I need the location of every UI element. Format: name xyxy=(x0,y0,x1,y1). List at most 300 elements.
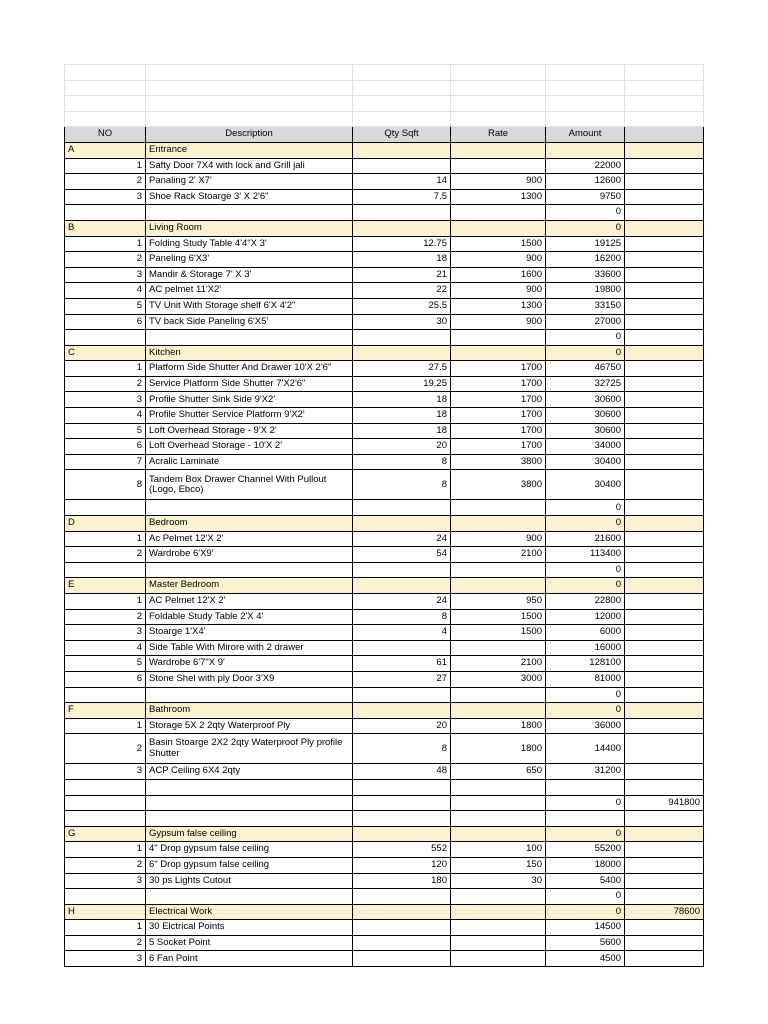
total-cell[interactable] xyxy=(625,779,704,795)
qty-cell[interactable] xyxy=(353,142,451,158)
description-cell[interactable]: Paneling 6'X3' xyxy=(146,252,353,268)
description-cell[interactable]: Master Bedroom xyxy=(146,578,353,594)
empty-cell[interactable] xyxy=(353,80,451,96)
total-cell[interactable] xyxy=(625,656,704,672)
rate-cell[interactable]: 1300 xyxy=(451,298,546,314)
description-cell[interactable]: Loft Overhead Storage - 9'X 2' xyxy=(146,423,353,439)
description-cell[interactable]: Entrance xyxy=(146,142,353,158)
column-header[interactable]: NO xyxy=(65,127,146,143)
total-cell[interactable] xyxy=(625,718,704,734)
description-cell[interactable]: 30 ps Lights Cutout xyxy=(146,873,353,889)
rate-cell[interactable]: 1700 xyxy=(451,361,546,377)
qty-cell[interactable]: 8 xyxy=(353,454,451,470)
amount-cell[interactable]: 5600 xyxy=(546,935,625,951)
amount-cell[interactable]: 19125 xyxy=(546,236,625,252)
amount-cell[interactable]: 27000 xyxy=(546,314,625,330)
rate-cell[interactable] xyxy=(451,562,546,578)
amount-cell[interactable]: 21600 xyxy=(546,531,625,547)
empty-cell[interactable] xyxy=(625,80,704,96)
rate-cell[interactable] xyxy=(451,920,546,936)
empty-cell[interactable] xyxy=(65,80,146,96)
amount-cell[interactable]: 113400 xyxy=(546,547,625,563)
total-cell[interactable] xyxy=(625,454,704,470)
amount-cell[interactable]: 30600 xyxy=(546,392,625,408)
amount-cell[interactable]: 0 xyxy=(546,516,625,532)
no-cell[interactable]: 2 xyxy=(65,252,146,268)
qty-cell[interactable]: 18 xyxy=(353,392,451,408)
description-cell[interactable]: Safty Door 7X4 with lock and Grill jali xyxy=(146,158,353,174)
description-cell[interactable]: Service Platform Side Shutter 7'X2'6" xyxy=(146,376,353,392)
rate-cell[interactable]: 2100 xyxy=(451,547,546,563)
qty-cell[interactable] xyxy=(353,516,451,532)
total-cell[interactable] xyxy=(625,189,704,205)
no-cell[interactable]: 6 xyxy=(65,314,146,330)
no-cell[interactable] xyxy=(65,500,146,516)
no-cell[interactable]: 6 xyxy=(65,439,146,455)
total-cell[interactable] xyxy=(625,842,704,858)
description-cell[interactable]: Side Table With Mirore with 2 drawer xyxy=(146,640,353,656)
amount-cell[interactable]: 81000 xyxy=(546,671,625,687)
total-cell[interactable] xyxy=(625,330,704,346)
no-cell[interactable]: A xyxy=(65,142,146,158)
total-cell[interactable] xyxy=(625,594,704,610)
description-cell[interactable]: Bathroom xyxy=(146,703,353,719)
description-cell[interactable]: Ac Pelmet 12'X 2' xyxy=(146,531,353,547)
description-cell[interactable] xyxy=(146,779,353,795)
no-cell[interactable]: 4 xyxy=(65,640,146,656)
amount-cell[interactable]: 0 xyxy=(546,703,625,719)
no-cell[interactable]: 3 xyxy=(65,873,146,889)
qty-cell[interactable] xyxy=(353,703,451,719)
amount-cell[interactable]: 0 xyxy=(546,500,625,516)
amount-cell[interactable]: 12600 xyxy=(546,174,625,190)
empty-cell[interactable] xyxy=(546,111,625,127)
qty-cell[interactable] xyxy=(353,826,451,842)
rate-cell[interactable]: 3000 xyxy=(451,671,546,687)
amount-cell[interactable]: 0 xyxy=(546,889,625,905)
description-cell[interactable]: ACP Ceiling 6X4 2qty xyxy=(146,764,353,780)
description-cell[interactable] xyxy=(146,687,353,703)
rate-cell[interactable]: 3800 xyxy=(451,470,546,500)
total-cell[interactable] xyxy=(625,920,704,936)
qty-cell[interactable] xyxy=(353,640,451,656)
total-cell[interactable] xyxy=(625,392,704,408)
total-cell[interactable] xyxy=(625,826,704,842)
qty-cell[interactable]: 552 xyxy=(353,842,451,858)
amount-cell[interactable]: 16200 xyxy=(546,252,625,268)
no-cell[interactable] xyxy=(65,889,146,905)
rate-cell[interactable] xyxy=(451,951,546,967)
column-header[interactable] xyxy=(625,127,704,143)
total-cell[interactable] xyxy=(625,500,704,516)
qty-cell[interactable]: 30 xyxy=(353,314,451,330)
qty-cell[interactable]: 4 xyxy=(353,625,451,641)
amount-cell[interactable]: 14400 xyxy=(546,734,625,764)
no-cell[interactable]: 6 xyxy=(65,671,146,687)
rate-cell[interactable] xyxy=(451,205,546,221)
qty-cell[interactable]: 8 xyxy=(353,734,451,764)
description-cell[interactable]: AC Pelmet 12'X 2' xyxy=(146,594,353,610)
no-cell[interactable]: 7 xyxy=(65,454,146,470)
amount-cell[interactable]: 6000 xyxy=(546,625,625,641)
description-cell[interactable]: Foldable Study Table 2'X 4' xyxy=(146,609,353,625)
qty-cell[interactable]: 27 xyxy=(353,671,451,687)
qty-cell[interactable]: 54 xyxy=(353,547,451,563)
empty-cell[interactable] xyxy=(546,80,625,96)
total-cell[interactable] xyxy=(625,935,704,951)
empty-cell[interactable] xyxy=(65,96,146,112)
total-cell[interactable] xyxy=(625,609,704,625)
amount-cell[interactable]: 9750 xyxy=(546,189,625,205)
total-cell[interactable] xyxy=(625,873,704,889)
no-cell[interactable]: 1 xyxy=(65,361,146,377)
empty-cell[interactable] xyxy=(625,65,704,81)
empty-cell[interactable] xyxy=(65,111,146,127)
total-cell[interactable] xyxy=(625,345,704,361)
no-cell[interactable]: 1 xyxy=(65,236,146,252)
no-cell[interactable]: 3 xyxy=(65,267,146,283)
empty-cell[interactable] xyxy=(546,96,625,112)
empty-cell[interactable] xyxy=(146,96,353,112)
total-cell[interactable] xyxy=(625,439,704,455)
amount-cell[interactable]: 36000 xyxy=(546,718,625,734)
total-cell[interactable] xyxy=(625,671,704,687)
rate-cell[interactable]: 150 xyxy=(451,857,546,873)
no-cell[interactable]: 2 xyxy=(65,547,146,563)
rate-cell[interactable]: 1500 xyxy=(451,609,546,625)
amount-cell[interactable]: 34000 xyxy=(546,439,625,455)
amount-cell[interactable]: 0 xyxy=(546,826,625,842)
amount-cell[interactable]: 0 xyxy=(546,578,625,594)
empty-cell[interactable] xyxy=(625,111,704,127)
amount-cell[interactable]: 22800 xyxy=(546,594,625,610)
no-cell[interactable]: 3 xyxy=(65,764,146,780)
qty-cell[interactable] xyxy=(353,687,451,703)
rate-cell[interactable] xyxy=(451,779,546,795)
amount-cell[interactable]: 46750 xyxy=(546,361,625,377)
qty-cell[interactable]: 21 xyxy=(353,267,451,283)
no-cell[interactable] xyxy=(65,562,146,578)
qty-cell[interactable]: 18 xyxy=(353,423,451,439)
description-cell[interactable]: Loft Overhead Storage - 10'X 2' xyxy=(146,439,353,455)
no-cell[interactable]: E xyxy=(65,578,146,594)
no-cell[interactable]: 1 xyxy=(65,718,146,734)
qty-cell[interactable]: 12.75 xyxy=(353,236,451,252)
rate-cell[interactable]: 1800 xyxy=(451,718,546,734)
total-cell[interactable] xyxy=(625,531,704,547)
no-cell[interactable]: 1 xyxy=(65,594,146,610)
empty-cell[interactable] xyxy=(451,111,546,127)
description-cell[interactable]: 4" Drop gypsum false ceiling xyxy=(146,842,353,858)
rate-cell[interactable] xyxy=(451,703,546,719)
qty-cell[interactable] xyxy=(353,205,451,221)
no-cell[interactable]: 2 xyxy=(65,609,146,625)
total-cell[interactable] xyxy=(625,220,704,236)
no-cell[interactable]: G xyxy=(65,826,146,842)
amount-cell[interactable]: 4500 xyxy=(546,951,625,967)
amount-cell[interactable]: 0 xyxy=(546,795,625,811)
qty-cell[interactable] xyxy=(353,795,451,811)
amount-cell[interactable]: 0 xyxy=(546,687,625,703)
amount-cell[interactable]: 30400 xyxy=(546,454,625,470)
column-header[interactable]: Rate xyxy=(451,127,546,143)
amount-cell[interactable]: 33150 xyxy=(546,298,625,314)
rate-cell[interactable] xyxy=(451,904,546,920)
rate-cell[interactable]: 900 xyxy=(451,283,546,299)
empty-cell[interactable] xyxy=(65,65,146,81)
amount-cell[interactable]: 128100 xyxy=(546,656,625,672)
total-cell[interactable] xyxy=(625,298,704,314)
total-cell[interactable] xyxy=(625,734,704,764)
total-cell[interactable] xyxy=(625,764,704,780)
amount-cell[interactable]: 16000 xyxy=(546,640,625,656)
rate-cell[interactable]: 2100 xyxy=(451,656,546,672)
no-cell[interactable]: 2 xyxy=(65,376,146,392)
empty-cell[interactable] xyxy=(451,80,546,96)
no-cell[interactable]: 1 xyxy=(65,842,146,858)
no-cell[interactable]: 3 xyxy=(65,625,146,641)
empty-cell[interactable] xyxy=(546,65,625,81)
rate-cell[interactable] xyxy=(451,330,546,346)
qty-cell[interactable] xyxy=(353,889,451,905)
rate-cell[interactable] xyxy=(451,687,546,703)
column-header[interactable]: Description xyxy=(146,127,353,143)
no-cell[interactable]: 3 xyxy=(65,189,146,205)
no-cell[interactable]: 3 xyxy=(65,392,146,408)
amount-cell[interactable]: 22000 xyxy=(546,158,625,174)
empty-cell[interactable] xyxy=(451,96,546,112)
total-cell[interactable] xyxy=(625,158,704,174)
qty-cell[interactable] xyxy=(353,779,451,795)
description-cell[interactable]: Wardrobe 6'7"X 9' xyxy=(146,656,353,672)
total-cell[interactable] xyxy=(625,283,704,299)
rate-cell[interactable] xyxy=(451,142,546,158)
qty-cell[interactable]: 20 xyxy=(353,439,451,455)
amount-cell[interactable] xyxy=(546,142,625,158)
rate-cell[interactable]: 900 xyxy=(451,531,546,547)
no-cell[interactable]: 4 xyxy=(65,283,146,299)
amount-cell[interactable]: 12000 xyxy=(546,609,625,625)
qty-cell[interactable]: 24 xyxy=(353,594,451,610)
qty-cell[interactable] xyxy=(353,158,451,174)
no-cell[interactable]: 1 xyxy=(65,531,146,547)
rate-cell[interactable] xyxy=(451,516,546,532)
description-cell[interactable]: Profile Shutter Service Platform 9'X2' xyxy=(146,408,353,424)
qty-cell[interactable]: 7.5 xyxy=(353,189,451,205)
description-cell[interactable]: Basin Stoarge 2X2 2qty Waterproof Ply profile Shutter xyxy=(146,734,353,764)
total-cell[interactable] xyxy=(625,361,704,377)
description-cell[interactable] xyxy=(146,562,353,578)
rate-cell[interactable]: 1700 xyxy=(451,423,546,439)
rate-cell[interactable]: 650 xyxy=(451,764,546,780)
description-cell[interactable]: TV Unit With Storage shelf 6'X 4'2" xyxy=(146,298,353,314)
qty-cell[interactable]: 27.5 xyxy=(353,361,451,377)
no-cell[interactable] xyxy=(65,779,146,795)
total-cell[interactable] xyxy=(625,205,704,221)
description-cell[interactable]: Stone Shel with ply Door 3'X9 xyxy=(146,671,353,687)
empty-cell[interactable] xyxy=(146,65,353,81)
description-cell[interactable] xyxy=(146,205,353,221)
empty-cell[interactable] xyxy=(353,65,451,81)
description-cell[interactable] xyxy=(146,330,353,346)
empty-cell[interactable] xyxy=(146,80,353,96)
no-cell[interactable]: F xyxy=(65,703,146,719)
description-cell[interactable]: Panaling 2' X7' xyxy=(146,174,353,190)
amount-cell[interactable] xyxy=(546,779,625,795)
rate-cell[interactable]: 1700 xyxy=(451,392,546,408)
no-cell[interactable] xyxy=(65,795,146,811)
description-cell[interactable] xyxy=(146,795,353,811)
description-cell[interactable] xyxy=(146,889,353,905)
no-cell[interactable]: 2 xyxy=(65,857,146,873)
description-cell[interactable]: Mandir & Storage 7' X 3' xyxy=(146,267,353,283)
no-cell[interactable]: 5 xyxy=(65,656,146,672)
no-cell[interactable] xyxy=(65,811,146,827)
rate-cell[interactable] xyxy=(451,889,546,905)
description-cell[interactable]: AC pelmet 11'X2' xyxy=(146,283,353,299)
description-cell[interactable]: Storage 5X 2 2qty Waterproof Ply xyxy=(146,718,353,734)
amount-cell[interactable]: 18000 xyxy=(546,857,625,873)
no-cell[interactable] xyxy=(65,205,146,221)
amount-cell[interactable]: 30600 xyxy=(546,423,625,439)
description-cell[interactable]: 5 Socket Point xyxy=(146,935,353,951)
description-cell[interactable]: Kitchen xyxy=(146,345,353,361)
rate-cell[interactable] xyxy=(451,578,546,594)
qty-cell[interactable]: 14 xyxy=(353,174,451,190)
total-cell[interactable] xyxy=(625,578,704,594)
rate-cell[interactable]: 1600 xyxy=(451,267,546,283)
amount-cell[interactable]: 0 xyxy=(546,562,625,578)
description-cell[interactable]: Electrical Work xyxy=(146,904,353,920)
amount-cell[interactable]: 0 xyxy=(546,904,625,920)
amount-cell[interactable]: 30600 xyxy=(546,408,625,424)
qty-cell[interactable]: 22 xyxy=(353,283,451,299)
qty-cell[interactable]: 61 xyxy=(353,656,451,672)
total-cell[interactable] xyxy=(625,640,704,656)
rate-cell[interactable]: 1500 xyxy=(451,236,546,252)
no-cell[interactable]: 4 xyxy=(65,408,146,424)
rate-cell[interactable]: 1800 xyxy=(451,734,546,764)
rate-cell[interactable]: 1700 xyxy=(451,408,546,424)
qty-cell[interactable]: 8 xyxy=(353,470,451,500)
qty-cell[interactable]: 120 xyxy=(353,857,451,873)
total-cell[interactable] xyxy=(625,687,704,703)
total-cell[interactable] xyxy=(625,470,704,500)
description-cell[interactable]: 30 Elctrical Points xyxy=(146,920,353,936)
total-cell[interactable] xyxy=(625,267,704,283)
total-cell[interactable]: 78600 xyxy=(625,904,704,920)
rate-cell[interactable] xyxy=(451,935,546,951)
qty-cell[interactable]: 20 xyxy=(353,718,451,734)
description-cell[interactable]: Tandem Box Drawer Channel With Pullout (Logo, Ebco) xyxy=(146,470,353,500)
qty-cell[interactable]: 48 xyxy=(353,764,451,780)
qty-cell[interactable] xyxy=(353,904,451,920)
qty-cell[interactable] xyxy=(353,811,451,827)
total-cell[interactable] xyxy=(625,951,704,967)
description-cell[interactable] xyxy=(146,500,353,516)
description-cell[interactable]: Living Room xyxy=(146,220,353,236)
total-cell[interactable]: 941800 xyxy=(625,795,704,811)
column-header[interactable]: Amount xyxy=(546,127,625,143)
total-cell[interactable] xyxy=(625,314,704,330)
amount-cell[interactable]: 0 xyxy=(546,220,625,236)
amount-cell[interactable]: 31200 xyxy=(546,764,625,780)
rate-cell[interactable]: 900 xyxy=(451,314,546,330)
total-cell[interactable] xyxy=(625,889,704,905)
rate-cell[interactable]: 900 xyxy=(451,174,546,190)
qty-cell[interactable] xyxy=(353,920,451,936)
empty-cell[interactable] xyxy=(353,96,451,112)
total-cell[interactable] xyxy=(625,142,704,158)
description-cell[interactable]: Acralic Laminate xyxy=(146,454,353,470)
no-cell[interactable]: 1 xyxy=(65,158,146,174)
rate-cell[interactable] xyxy=(451,220,546,236)
total-cell[interactable] xyxy=(625,811,704,827)
qty-cell[interactable] xyxy=(353,562,451,578)
amount-cell[interactable]: 14500 xyxy=(546,920,625,936)
description-cell[interactable]: 6" Drop gypsum false ceiling xyxy=(146,857,353,873)
total-cell[interactable] xyxy=(625,252,704,268)
qty-cell[interactable] xyxy=(353,935,451,951)
no-cell[interactable] xyxy=(65,330,146,346)
description-cell[interactable]: Platform Side Shutter And Drawer 10'X 2'6" xyxy=(146,361,353,377)
amount-cell[interactable]: 0 xyxy=(546,345,625,361)
rate-cell[interactable]: 100 xyxy=(451,842,546,858)
description-cell[interactable] xyxy=(146,811,353,827)
no-cell[interactable]: B xyxy=(65,220,146,236)
amount-cell[interactable]: 19800 xyxy=(546,283,625,299)
qty-cell[interactable]: 25.5 xyxy=(353,298,451,314)
empty-cell[interactable] xyxy=(146,111,353,127)
total-cell[interactable] xyxy=(625,423,704,439)
qty-cell[interactable]: 18 xyxy=(353,252,451,268)
empty-cell[interactable] xyxy=(625,96,704,112)
no-cell[interactable]: 2 xyxy=(65,734,146,764)
qty-cell[interactable]: 180 xyxy=(353,873,451,889)
column-header[interactable]: Qty Sqft xyxy=(353,127,451,143)
description-cell[interactable]: Folding Study Table 4'4"X 3' xyxy=(146,236,353,252)
rate-cell[interactable] xyxy=(451,345,546,361)
total-cell[interactable] xyxy=(625,174,704,190)
description-cell[interactable]: Bedroom xyxy=(146,516,353,532)
no-cell[interactable]: 5 xyxy=(65,423,146,439)
total-cell[interactable] xyxy=(625,857,704,873)
rate-cell[interactable] xyxy=(451,811,546,827)
rate-cell[interactable]: 1300 xyxy=(451,189,546,205)
total-cell[interactable] xyxy=(625,547,704,563)
empty-cell[interactable] xyxy=(353,111,451,127)
description-cell[interactable]: Gypsum false ceiling xyxy=(146,826,353,842)
no-cell[interactable] xyxy=(65,687,146,703)
empty-cell[interactable] xyxy=(451,65,546,81)
rate-cell[interactable]: 1700 xyxy=(451,376,546,392)
qty-cell[interactable]: 8 xyxy=(353,609,451,625)
description-cell[interactable]: Profile Shutter Sink Side 9'X2' xyxy=(146,392,353,408)
rate-cell[interactable]: 1500 xyxy=(451,625,546,641)
rate-cell[interactable]: 30 xyxy=(451,873,546,889)
total-cell[interactable] xyxy=(625,703,704,719)
no-cell[interactable]: 3 xyxy=(65,951,146,967)
qty-cell[interactable] xyxy=(353,345,451,361)
amount-cell[interactable]: 0 xyxy=(546,330,625,346)
rate-cell[interactable]: 950 xyxy=(451,594,546,610)
no-cell[interactable]: H xyxy=(65,904,146,920)
qty-cell[interactable] xyxy=(353,578,451,594)
no-cell[interactable]: C xyxy=(65,345,146,361)
qty-cell[interactable] xyxy=(353,330,451,346)
rate-cell[interactable]: 900 xyxy=(451,252,546,268)
description-cell[interactable]: Stoarge 1'X4' xyxy=(146,625,353,641)
